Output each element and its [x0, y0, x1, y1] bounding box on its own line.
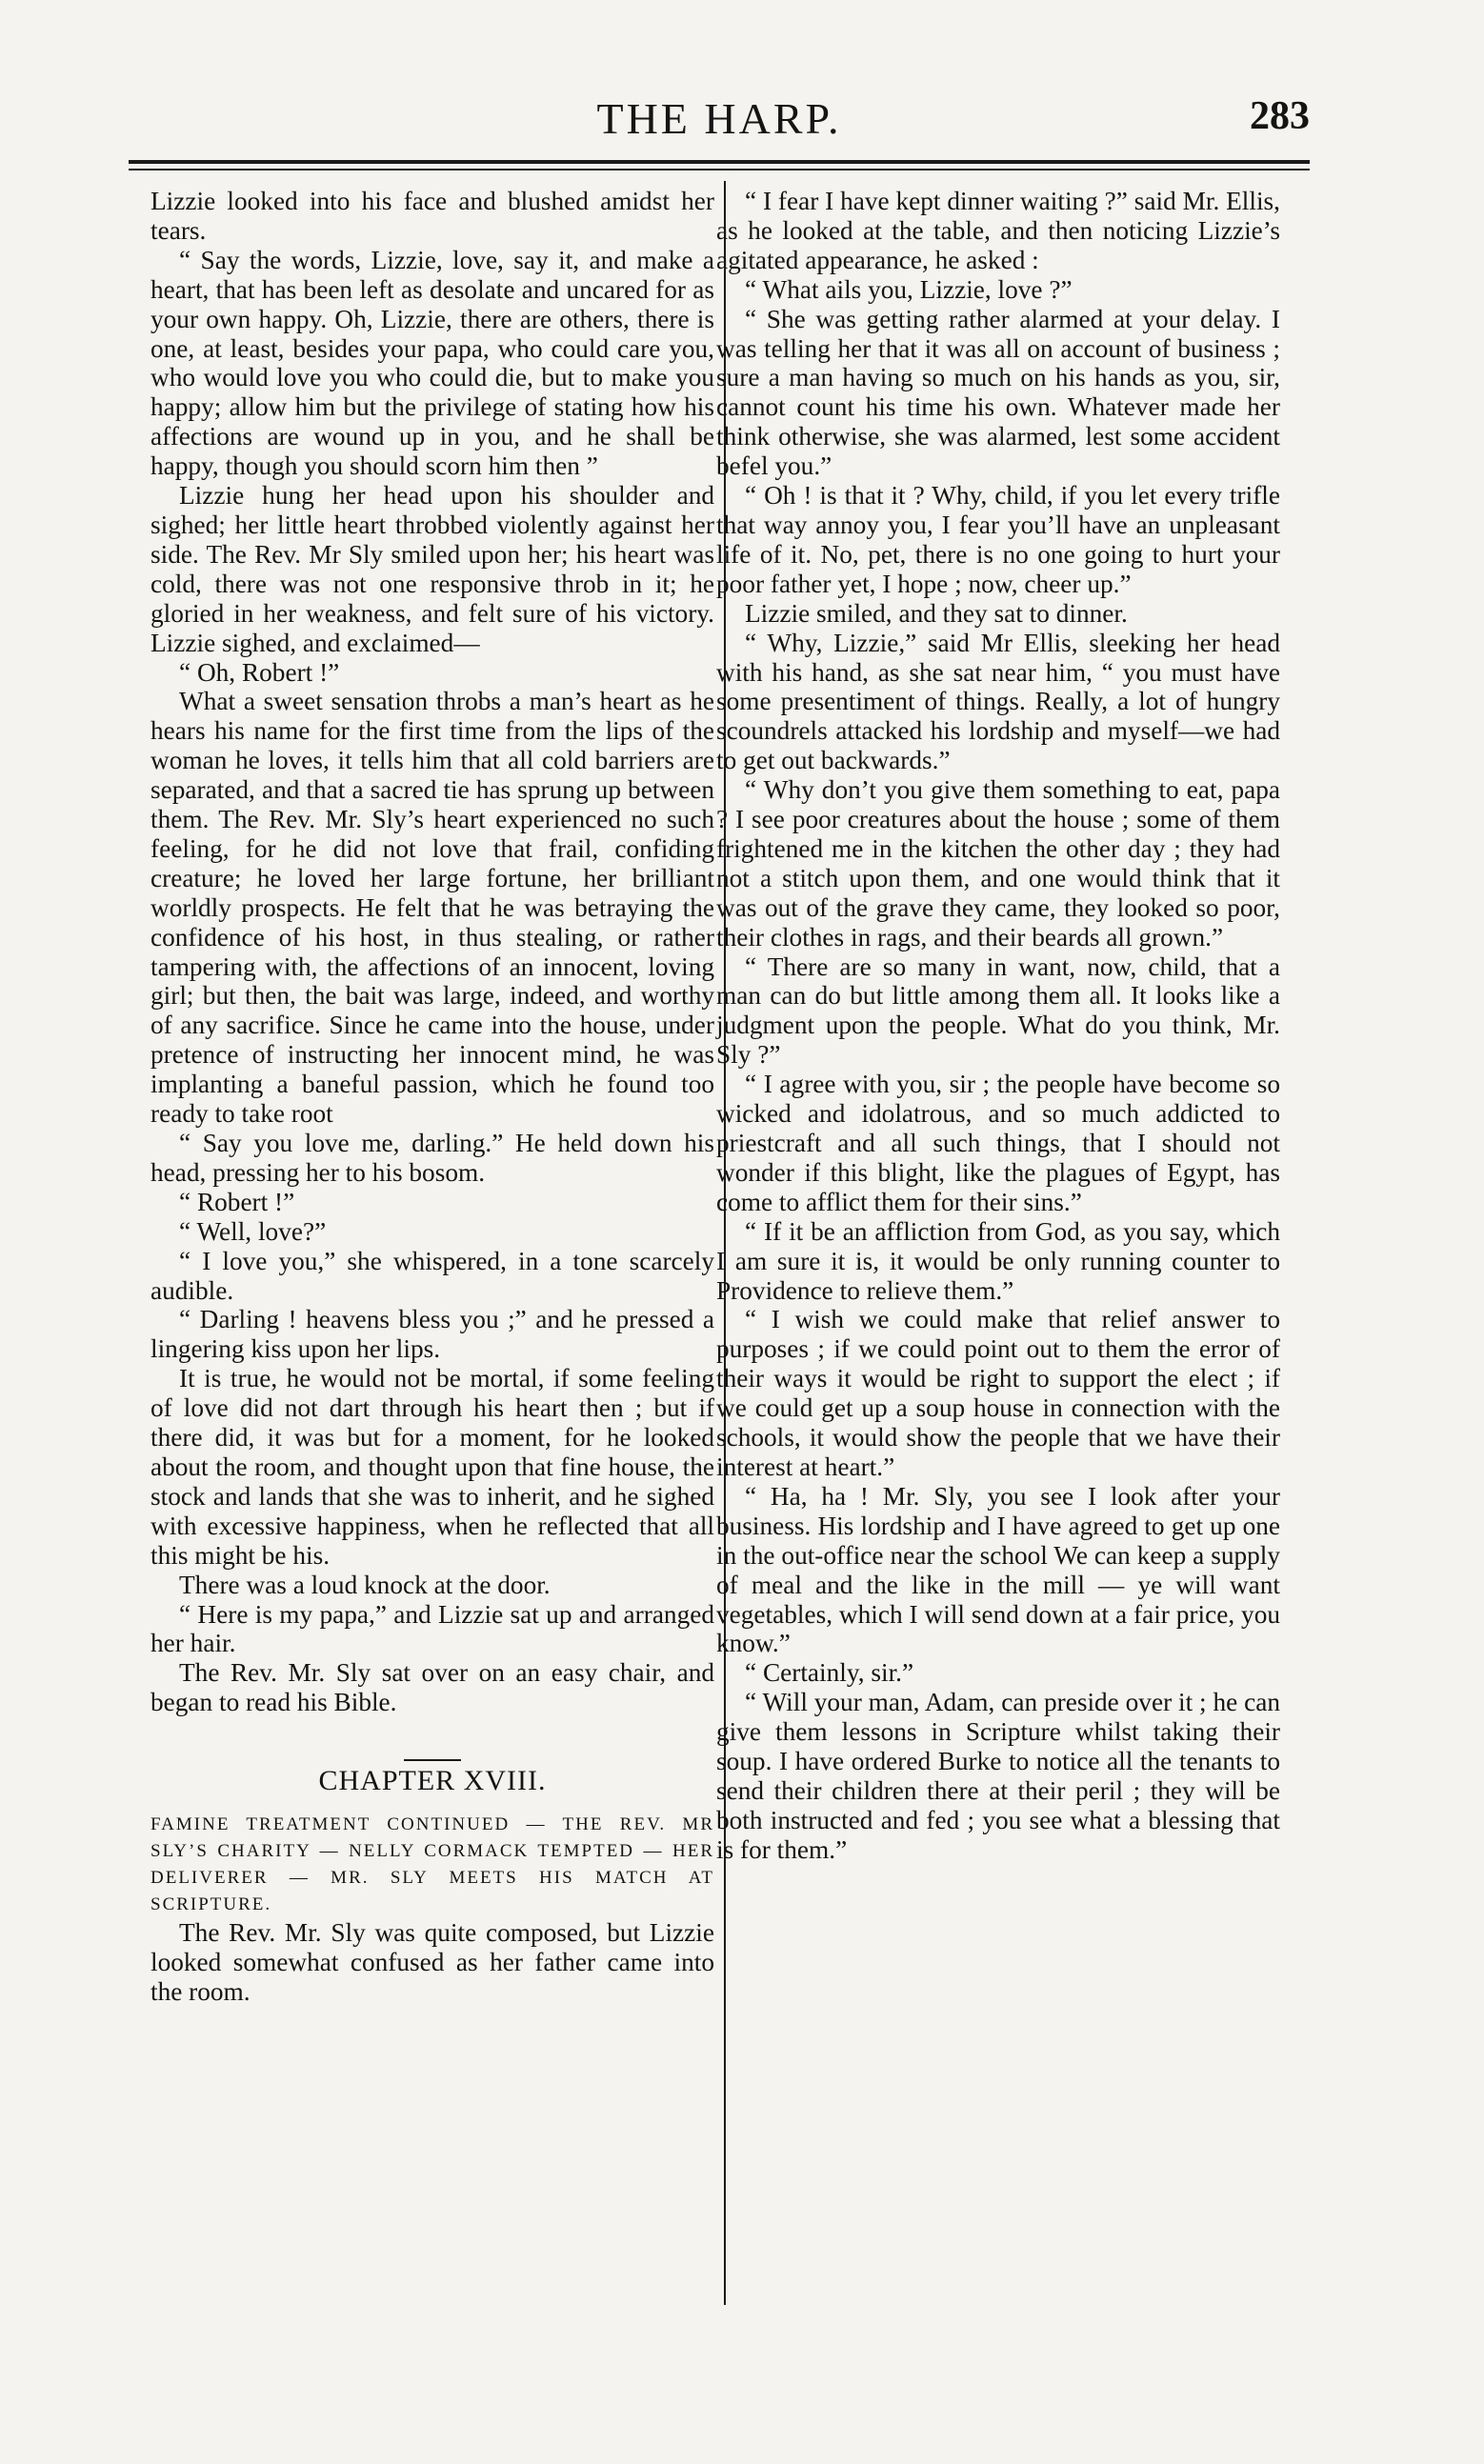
paragraph: “ Say the words, Lizzie, love, say it, and make a heart, that has been left as desolate and uncared for as your own happy. Oh, Lizzie, there are others, there is one, at least, besides your papa, who could care you, who would love you who could die, but to make you happy; allow him but the privilege of stating how his affections are wound up in you, and he shall be happy, though you should scorn him then ”	[150, 245, 714, 481]
chapter-title: CHAPTER XVIII.	[318, 1765, 547, 1797]
paragraph: Lizzie smiled, and they sat to dinner.	[745, 598, 1128, 628]
paragraph: Lizzie hung her head upon his shoulder and sighed; her little heart throbbed violently against her side. The Rev. Mr Sly smiled upon her; his heart was cold, there was not one responsive throb in it; he gloried in her weakness, and felt sure of his victory. Lizzie sighed, and exclaimed—	[150, 481, 714, 657]
paragraph: It is true, he would not be mortal, if some feeling of love did not dart through his heart then ; but if there did, it was but for a moment, for he looked about the room, and thought upon that fine house, the stock and lands that she was to inherit, and he sighed with excessive happiness, when he reflected that all this might be his.	[150, 1364, 714, 1570]
paragraph: “ If it be an affliction from God, as you say, which I am sure it is, it would be only running counter to Providence to relieve them.”	[716, 1216, 1280, 1305]
paragraph: “ I wish we could make that relief answer to purposes ; if we could point out to them the error of their ways it would be right to support the elect ; if we could get up a soup house in connection with the schools, it would show the people that we have their interest at heart.”	[716, 1305, 1280, 1481]
paragraph: “ Oh ! is that it ? Why, child, if you let every trifle that way annoy you, I fear you’ll have an unpleasant life of it. No, pet, there is no one going to hurt your poor father yet, I hope ; now, cheer up.”	[716, 481, 1280, 598]
paragraph: “ Why, Lizzie,” said Mr Ellis, sleeking her head with his hand, as she sat near him, “ you must have some presentiment of things. Really, a lot of hungry scoundrels attacked his lordship and myself—we had to get out backwards.”	[716, 628, 1280, 775]
paragraph: “ What ails you, Lizzie, love ?”	[745, 274, 1073, 304]
left-column	[150, 187, 714, 2007]
page-number: 283	[1250, 94, 1310, 138]
paragraph: “ Certainly, sir.”	[745, 1658, 914, 1688]
paragraph: The Rev. Mr. Sly sat over on an easy chair, and began to read his Bible.	[150, 1658, 714, 1717]
chapter-summary: FAMINE TREATMENT CONTINUED — THE REV. MR SLY’S CHARITY — NELLY CORMACK TEMPTED — HER DELIVERER — MR. SLY MEETS HIS MATCH AT SCRIPTURE.	[150, 1814, 714, 1915]
paragraph: “ Ha, ha ! Mr. Sly, you see I look after your business. His lordship and I have agreed to get up one in the out-office near the school We can keep a supply of meal and the like in the mill — ye will want vegetables, which I will send down at a fair price, you know.”	[716, 1481, 1280, 1658]
chapter-rule	[404, 1759, 461, 1761]
paragraph: The Rev. Mr. Sly was quite composed, but Lizzie looked somewhat confused as her father came into the room.	[150, 1918, 714, 2006]
paragraph: “ I love you,” she whispered, in a tone scarcely audible.	[150, 1246, 714, 1305]
paragraph: “ Why don’t you give them something to eat, papa ? I see poor creatures about the house ; some of them frightened me in the kitchen the other day ; they had not a stitch upon them, and one would think that it was out of the grave they came, they looked so poor, their clothes in rags, and their beards all grown.”	[716, 775, 1280, 952]
paragraph: “ Here is my papa,” and Lizzie sat up and arranged her hair.	[150, 1599, 714, 1658]
paragraph: There was a loud knock at the door.	[179, 1570, 551, 1599]
paragraph: “ I agree with you, sir ; the people have become so wicked and idolatrous, and so much addicted to priestcraft and all such things, that I should not wonder if this blight, like the plagues of Egypt, has come to afflict them for their sins.”	[716, 1070, 1280, 1216]
paragraph: “ Will your man, Adam, can preside over it ; he can give them lessons in Scripture whilst taking their soup. I have ordered Burke to notice all the tenants to send their children there at their peril ; they will be both instructed and fed ; you see what a blessing that is for them.”	[716, 1688, 1280, 1864]
right-column	[716, 187, 1280, 1865]
paragraph: Lizzie looked into his face and blushed amidst her tears.	[150, 187, 714, 245]
publication-title: THE HARP.	[596, 94, 842, 143]
paragraph: “ I fear I have kept dinner waiting ?” said Mr. Ellis, as he looked at the table, and then noticing Lizzie’s agitated appearance, he asked :	[716, 187, 1280, 274]
paragraph: “ Oh, Robert !”	[179, 657, 340, 687]
paragraph: “ She was getting rather alarmed at your delay. I was telling her that it was all on account of business ; sure a man having so much on his hands as you, sir, cannot count his time his own. Whatever made her think otherwise, she was alarmed, lest some accident befel you.”	[716, 304, 1280, 481]
paragraph: “ Well, love?”	[179, 1216, 327, 1246]
header-rule-thin	[129, 169, 1310, 170]
paragraph: “ Robert !”	[179, 1187, 295, 1216]
page-header	[129, 93, 1310, 160]
paragraph: “ Say you love me, darling.” He held down his head, pressing her to his bosom.	[150, 1129, 714, 1187]
paragraph: “ There are so many in want, now, child, that a man can do but little among them all. It looks like a judgment upon the people. What do you think, Mr. Sly ?”	[716, 952, 1280, 1070]
paragraph: What a sweet sensation throbs a man’s heart as he hears his name for the first time from the lips of the woman he loves, it tells him that all cold barriers are separated, and that a sacred tie has sprung up between them. The Rev. Mr. Sly’s heart experienced no such feeling, for he did not love that frail, confiding creature; he loved her large fortune, her brilliant worldly prospects. He felt that he was betraying the confidence of his host, in thus stealing, or rather tampering with, the affections of an innocent, loving girl; but then, the bait was large, indeed, and worthy of any sacrifice. Since he came into the house, under pretence of instructing her innocent mind, he was implanting a baneful passion, which he found too ready to take root	[150, 687, 714, 1129]
header-rule-thick	[129, 160, 1310, 164]
chapter-heading	[150, 1759, 714, 1796]
paragraph: “ Darling ! heavens bless you ;” and he pressed a lingering kiss upon her lips.	[150, 1305, 714, 1364]
